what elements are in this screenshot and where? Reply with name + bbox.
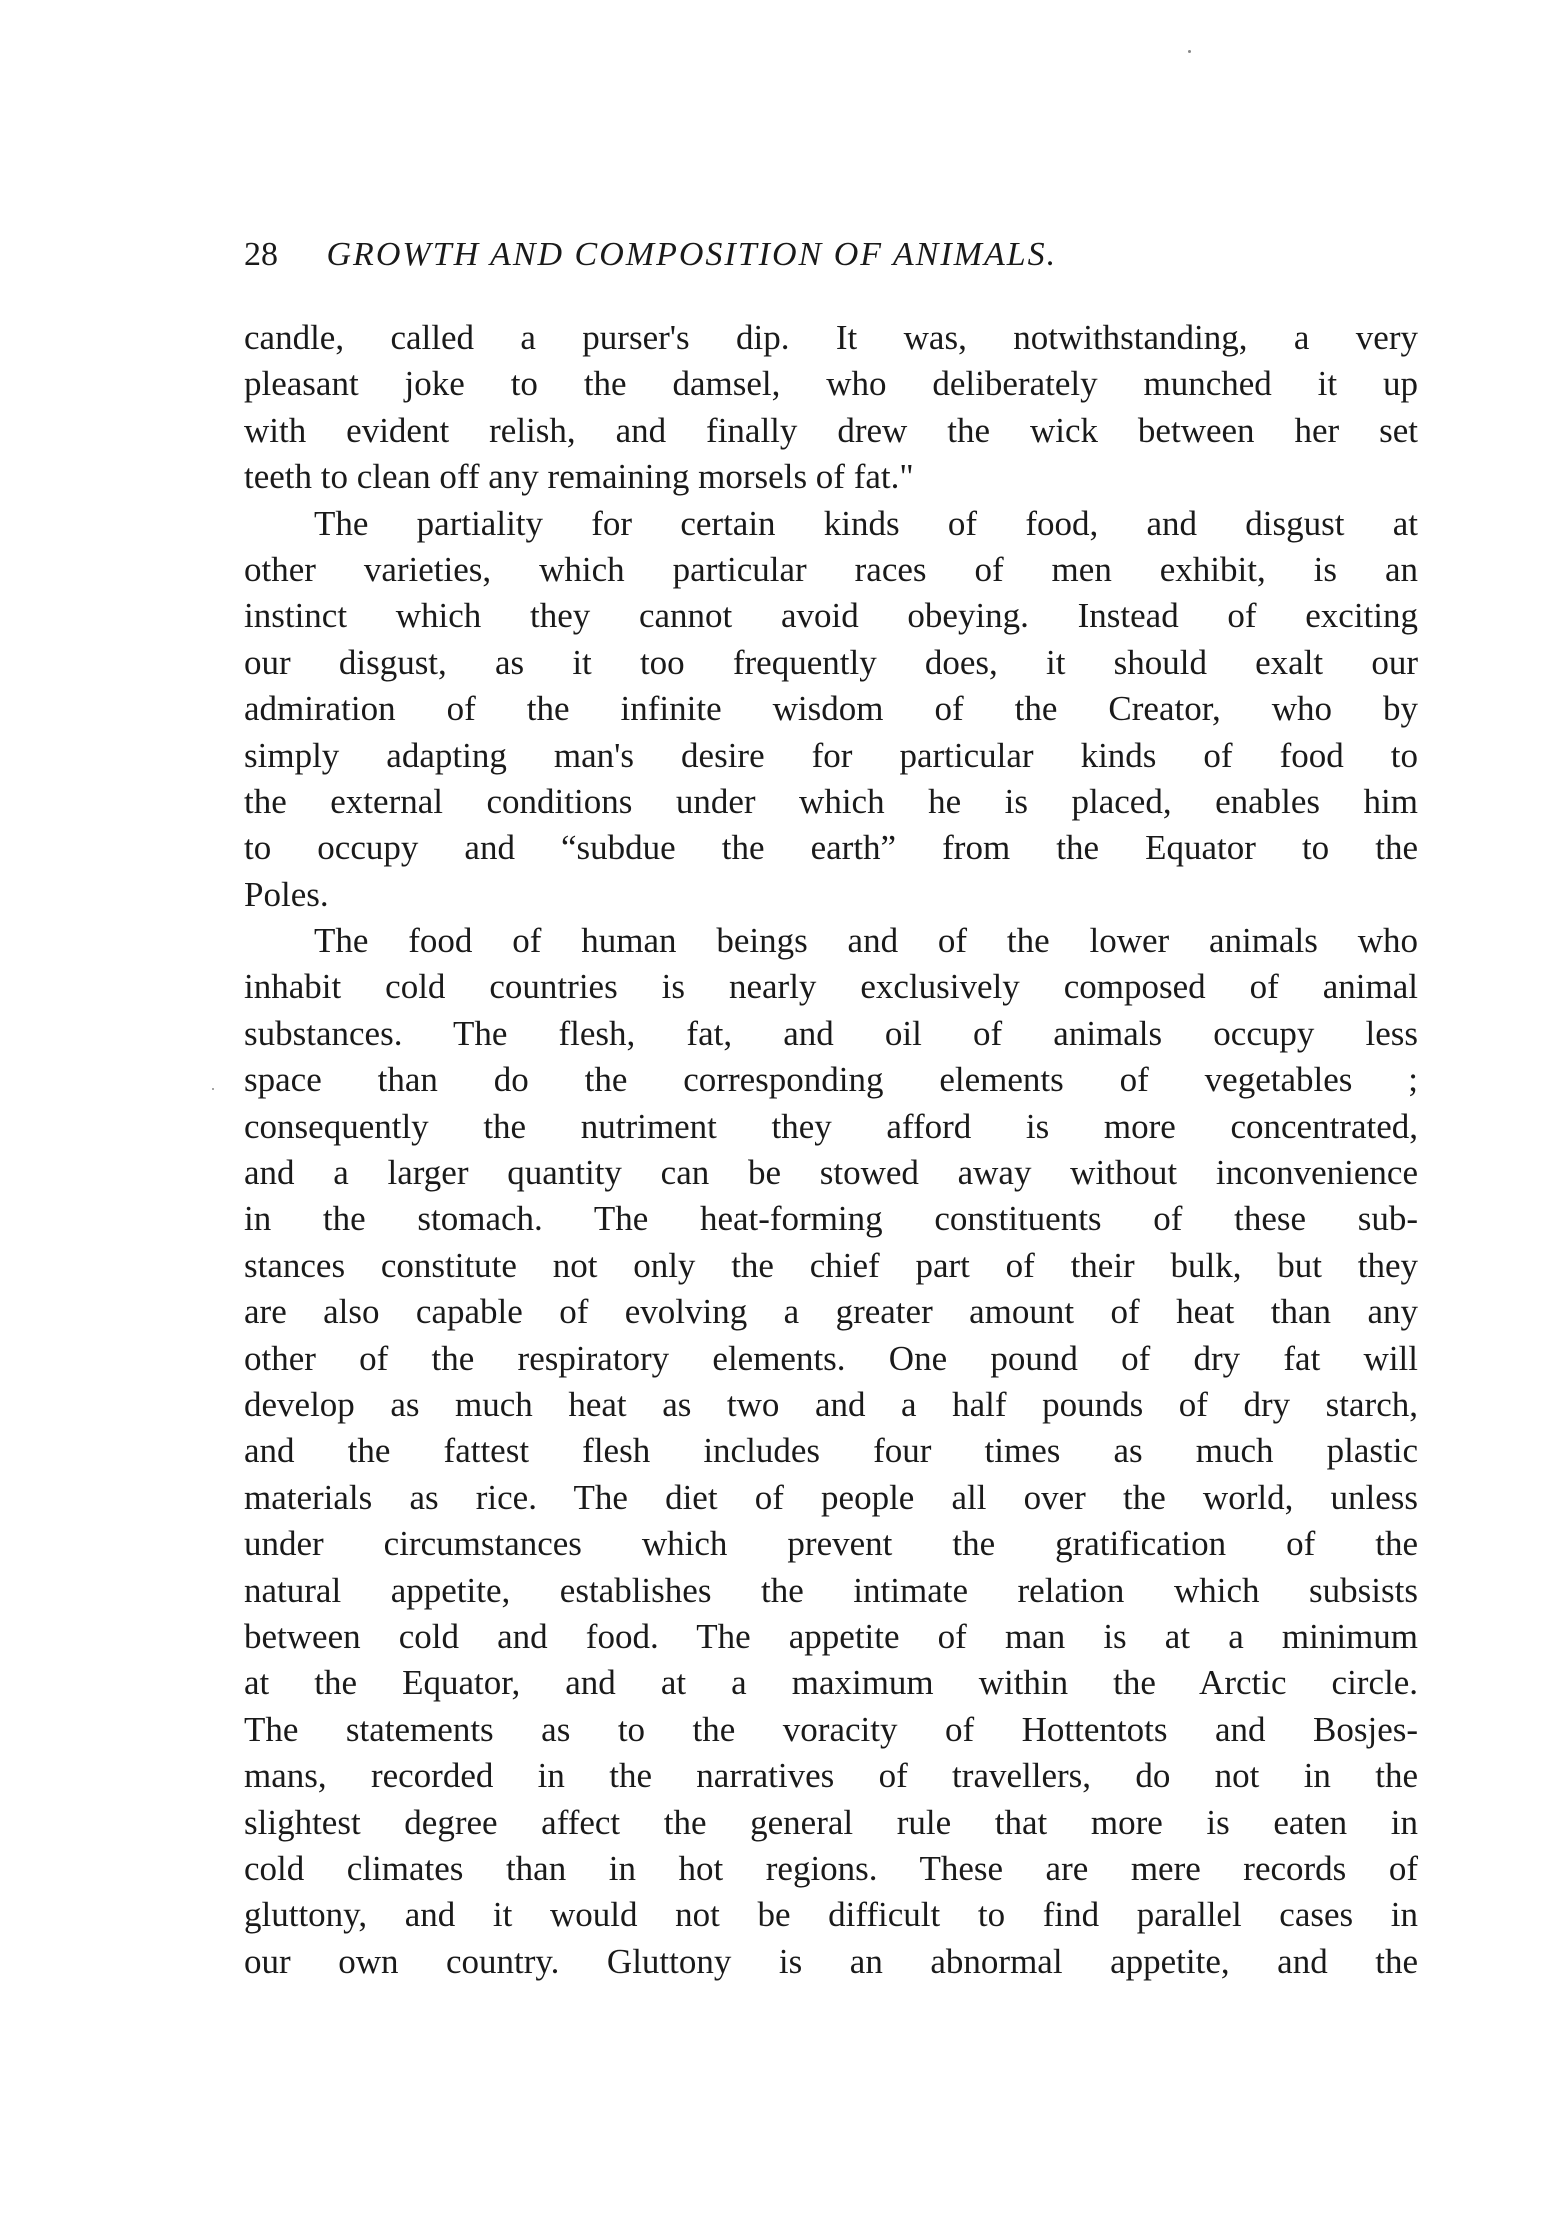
body-text [244,315,1418,1985]
running-title: GROWTH AND COMPOSITION OF ANIMALS. [326,236,1058,273]
paragraph [244,315,1418,501]
text-line: other varieties, which particular races of men exhibit, is an [244,549,1418,589]
running-head [244,230,1418,280]
text-line: instinct which they cannot avoid obeying. Instead of exciting [244,596,1418,636]
text-line: admiration of the infinite wisdom of the Creator, who by [244,689,1418,729]
text-line: The food of human beings and of the lower animals who [314,921,1418,961]
text-line: are also capable of evolving a greater amount of heat than any [244,1292,1418,1332]
text-line: cold climates than in hot regions. These are mere records of [244,1848,1418,1888]
text-line: the external conditions under which he is placed, enables him [244,781,1418,821]
text-line: with evident relish, and finally drew the wick between her set [244,410,1418,450]
text-line: to occupy and “subdue the earth” from the Equator to the [244,828,1418,868]
text-line: substances. The flesh, fat, and oil of animals occupy less [244,1013,1418,1053]
text-line: other of the respiratory elements. One pound of dry fat will [244,1338,1418,1378]
paragraph [244,501,1418,919]
text-line: under circumstances which prevent the gratification of the [244,1524,1418,1564]
text-line: at the Equator, and at a maximum within the Arctic circle. [244,1663,1418,1703]
text-line: develop as much heat as two and a half pounds of dry starch, [244,1384,1418,1424]
text-line: consequently the nutriment they afford is more concentrated, [244,1106,1418,1146]
text-line: our own country. Gluttony is an abnormal appetite, and the [244,1941,1418,1981]
text-line: The statements as to the voracity of Hottentots and Bosjes- [244,1709,1418,1749]
text-line: space than do the corresponding elements of vegetables ; [244,1060,1418,1100]
text-line: between cold and food. The appetite of man is at a minimum [244,1616,1418,1656]
text-line: slightest degree affect the general rule that more is eaten in [244,1802,1418,1842]
scan-speck [1188,50,1191,53]
text-line: and a larger quantity can be stowed away without inconvenience [244,1153,1418,1193]
text-line: Poles. [244,874,329,914]
paragraph [244,918,1418,1985]
text-line: in the stomach. The heat-forming constituents of these sub- [244,1199,1418,1239]
text-line: and the fattest flesh includes four times as much plastic [244,1431,1418,1471]
text-line: materials as rice. The diet of people all over the world, unless [244,1477,1418,1517]
text-line: mans, recorded in the narratives of travellers, do not in the [244,1756,1418,1796]
text-line: inhabit cold countries is nearly exclusively composed of animal [244,967,1418,1007]
text-line: teeth to clean off any remaining morsels of fat." [244,457,914,497]
text-line: simply adapting man's desire for particular kinds of food to [244,735,1418,775]
text-line: gluttony, and it would not be difficult to find parallel cases in [244,1895,1418,1935]
text-line: our disgust, as it too frequently does, it should exalt our [244,642,1418,682]
text-line: natural appetite, establishes the intimate relation which subsists [244,1570,1418,1610]
scan-speck [212,1088,214,1090]
text-line: The partiality for certain kinds of food, and disgust at [314,503,1418,543]
text-line: candle, called a purser's dip. It was, notwithstanding, a very [244,318,1418,357]
text-line: pleasant joke to the damsel, who deliberately munched it up [244,364,1418,404]
page-number: 28 [244,236,278,273]
text-line: stances constitute not only the chief part of their bulk, but they [244,1245,1418,1285]
